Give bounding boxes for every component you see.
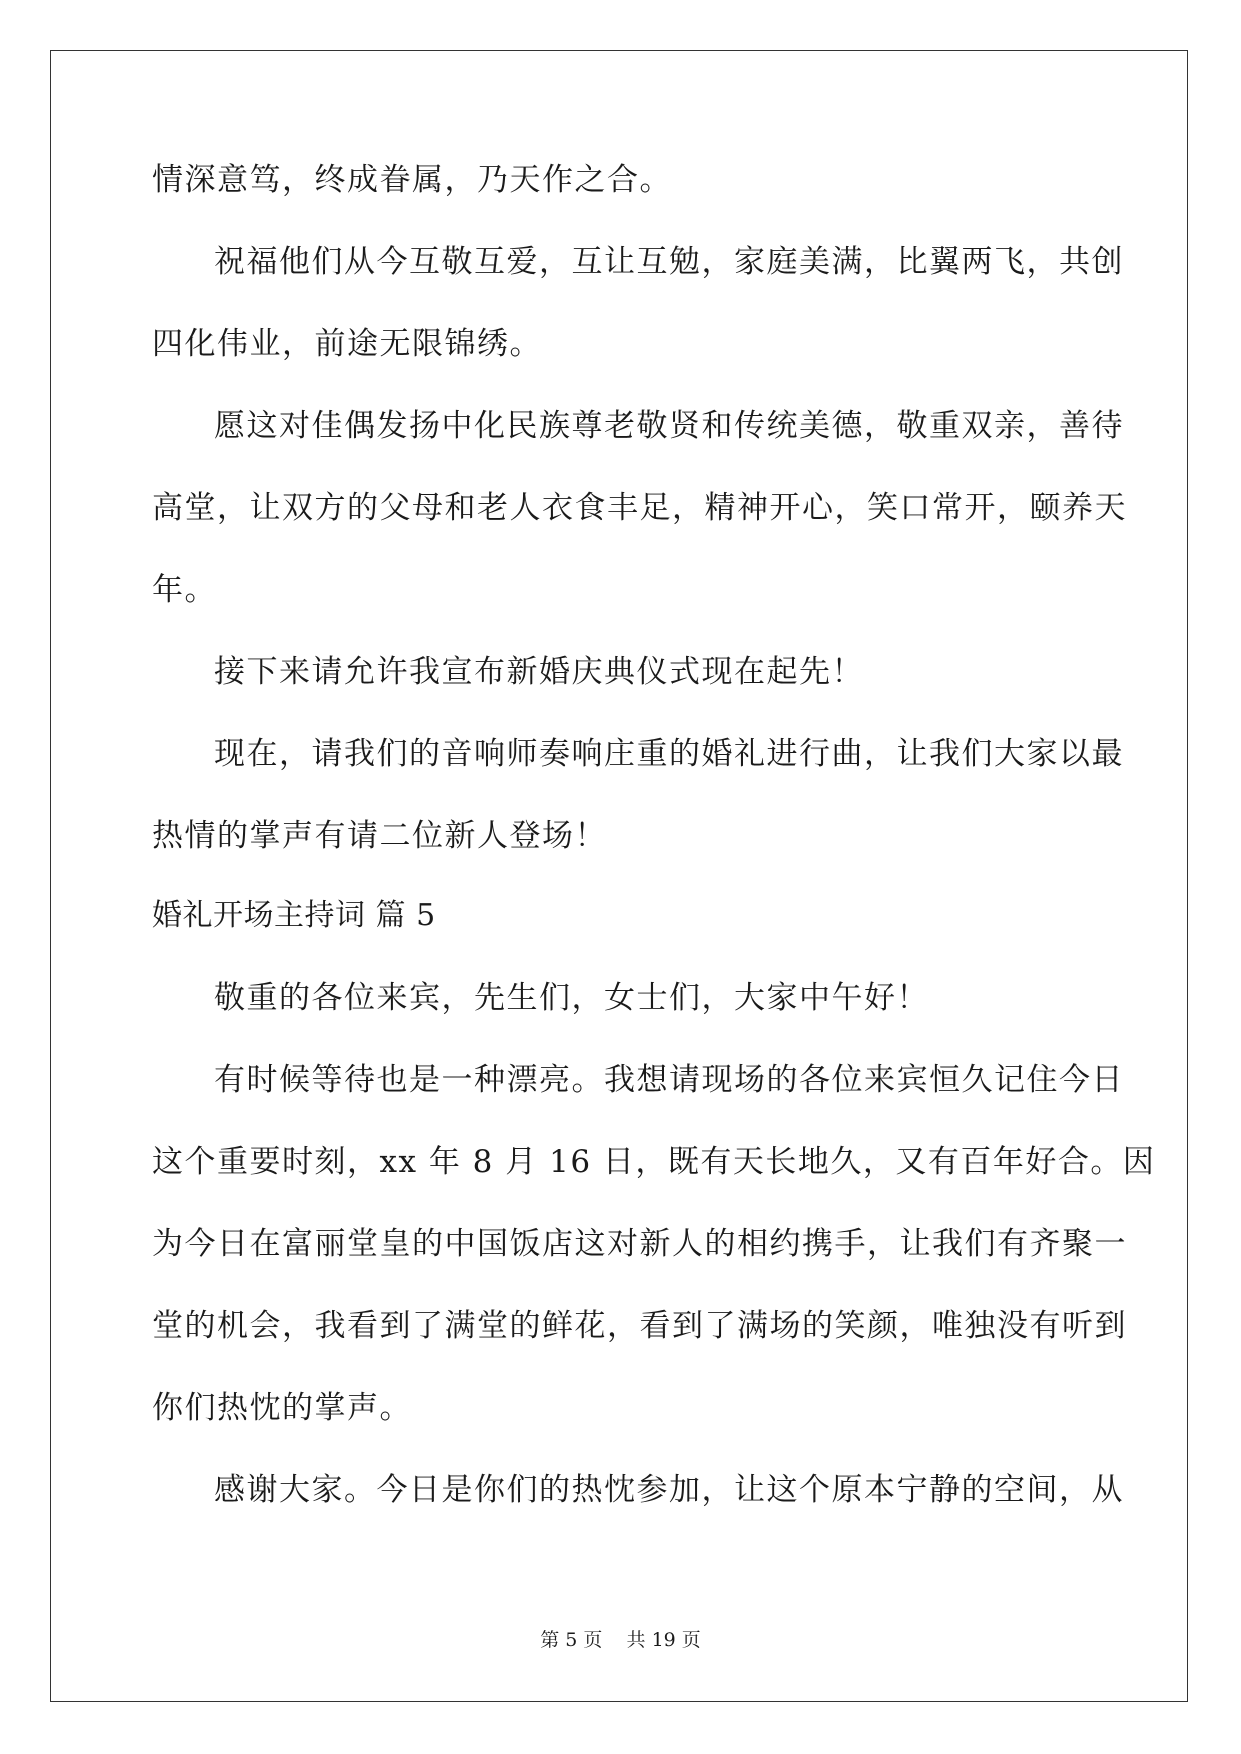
text-line: 这个重要时刻，xx 年 8 月 16 日，既有天长地久，又有百年好合。因 [152, 1144, 1156, 1180]
page-number: 第 5 页 共 19 页 [540, 1629, 701, 1651]
text-line: 有时候等待也是一种漂亮。我想请现场的各位来宾恒久记住今日 [214, 1062, 1124, 1098]
page-border [50, 50, 1188, 1702]
text-line: 四化伟业，前途无限锦绣。 [152, 326, 542, 362]
text-line: 你们热忱的掌声。 [152, 1390, 412, 1426]
text-line: 现在，请我们的音响师奏响庄重的婚礼进行曲，让我们大家以最 [214, 736, 1124, 772]
text-line: 热情的掌声有请二位新人登场！ [152, 818, 607, 854]
text-line: 愿这对佳偶发扬中化民族尊老敬贤和传统美德，敬重双亲，善待 [214, 408, 1124, 444]
text-line: 祝福他们从今互敬互爱，互让互勉，家庭美满，比翼两飞，共创 [214, 244, 1124, 280]
text-line: 接下来请允许我宣布新婚庆典仪式现在起先！ [214, 654, 864, 690]
text-line: 情深意笃，终成眷属，乃天作之合。 [152, 162, 672, 198]
text-line: 高堂，让双方的父母和老人衣食丰足，精神开心，笑口常开，颐养天 [152, 490, 1127, 526]
text-line: 堂的机会，我看到了满堂的鲜花，看到了满场的笑颜，唯独没有听到 [152, 1308, 1127, 1344]
text-line: 敬重的各位来宾，先生们，女士们，大家中午好！ [214, 980, 929, 1016]
text-line: 为今日在富丽堂皇的中国饭店这对新人的相约携手，让我们有齐聚一 [152, 1226, 1127, 1262]
text-line: 年。 [152, 572, 217, 608]
text-line: 感谢大家。今日是你们的热忱参加，让这个原本宁静的空间，从 [214, 1472, 1124, 1508]
section-heading: 婚礼开场主持词 篇 5 [152, 898, 436, 933]
